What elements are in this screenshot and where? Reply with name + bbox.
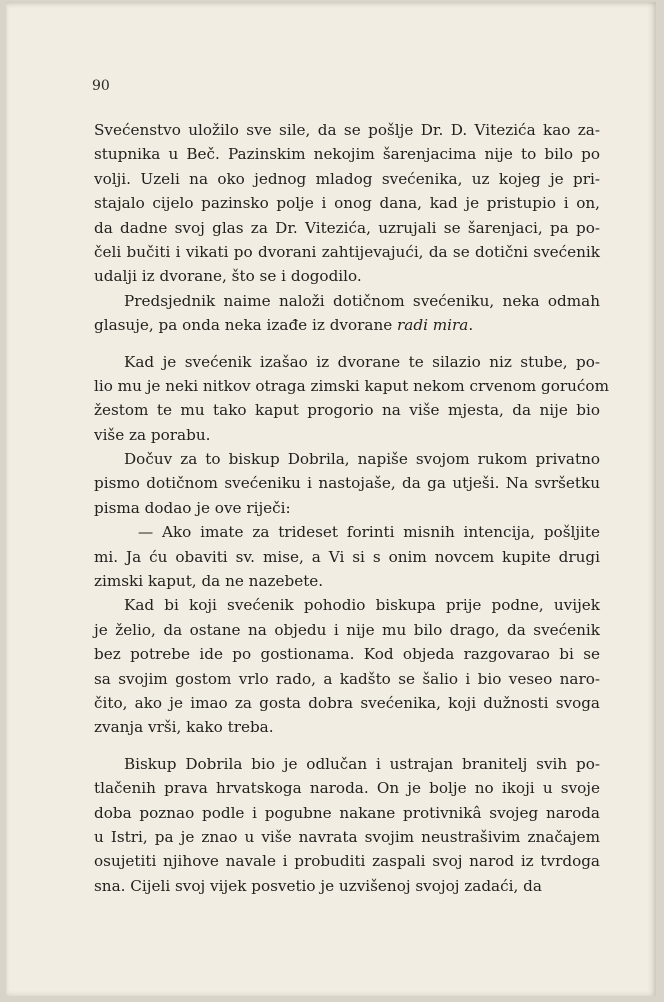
text-line: pisma dodao je ove riječi:: [94, 498, 291, 517]
book-page: [6, 2, 656, 996]
text-line: pismo dotičnom svećeniku i nastojaše, da ga utješi. Na svršetku: [94, 474, 600, 493]
text-line: Kad je svećenik izašao iz dvorane te silazio niz stube, po-: [124, 352, 600, 371]
text-line: volji. Uzeli na oko jednog mladog svećenika, uz kojeg je pri-: [94, 169, 600, 188]
text-line: udalji iz dvorane, što se i dogodilo.: [94, 267, 362, 286]
text-line: zimski kaput, da ne nazebete.: [94, 572, 324, 591]
text-line: sna. Cijeli svoj vijek posvetio je uzvišenoj svojoj zadaći, da: [94, 876, 542, 895]
paragraph-gap: [94, 740, 600, 752]
text-line: čeli bučiti i vikati po dvorani zahtijevajući, da se dotični svećenik: [94, 242, 600, 261]
paragraph: [94, 447, 600, 520]
text-line: Kad bi koji svećenik pohodio biskupa prije podne, uvijek: [124, 596, 600, 615]
text-line: čito, ako je imao za gosta dobra svećenika, koji dužnosti svoga: [94, 693, 600, 712]
paragraph: [94, 289, 600, 338]
text-line: Biskup Dobrila bio je odlučan i ustrajan branitelj svih po-: [124, 754, 600, 773]
text-line: više za porabu.: [94, 425, 211, 444]
paragraph: [94, 752, 600, 898]
text-line: mi. Ja ću obaviti sv. mise, a Vi si s onim novcem kupite drugi: [94, 547, 600, 566]
text-line: je želio, da ostane na objedu i nije mu bilo drago, da svećenik: [94, 620, 600, 639]
text-line: stupnika u Beč. Pazinskim nekojim šarenjacima nije to bilo po: [94, 145, 600, 164]
body-text: [94, 118, 609, 898]
text-line: u Istri, pa je znao u više navrata svojim neustrašivim značajem: [94, 827, 600, 846]
paragraph: [94, 520, 600, 593]
text-line: da dadne svoj glas za Dr. Vitezića, uzrujali se šarenjaci, pa po-: [94, 218, 600, 237]
paragraph: [94, 118, 600, 289]
text-line: — Ako imate za trideset forinti misnih intencija, pošljite: [138, 523, 600, 542]
text-line: sa svojim gostom vrlo rado, a kadšto se šalio i bio veseo naro-: [94, 669, 600, 688]
paragraph: [94, 593, 600, 739]
italic-phrase: radi mira: [397, 316, 469, 335]
text-line: stajalo cijelo pazinsko polje i onog dana, kad je pristupio i on,: [94, 194, 600, 213]
text-line: Svećenstvo uložilo sve sile, da se pošlje Dr. D. Vitezića kao za-: [94, 121, 600, 139]
paragraph: [94, 350, 609, 448]
paragraph-gap: [94, 338, 600, 350]
punctuation: .: [468, 316, 474, 335]
text-line: bez potrebe ide po gostionama. Kod objeda razgovarao bi se: [94, 645, 600, 664]
text-line: Dočuv za to biskup Dobrila, napiše svojom rukom privatno: [124, 450, 600, 469]
text-line: Predsjednik naime naloži dotičnom svećeniku, neka odmah: [124, 291, 600, 310]
text-line: doba poznao podle i pogubne nakane protivnikâ svojeg naroda: [94, 803, 600, 822]
text-line: osujetiti njihove navale i probuditi zaspali svoj narod iz tvrdoga: [94, 852, 600, 871]
text-line: tlačenih prava hrvatskoga naroda. On je bolje no ikoji u svoje: [94, 779, 600, 798]
text-line: žestom te mu tako kaput progorio na više mjesta, da nije bio: [94, 401, 600, 420]
text-line: lio mu je neki nitkov otraga zimski kaput nekom crvenom gorućom: [94, 376, 609, 395]
page-number: 90: [92, 78, 110, 94]
text-line: glasuje, pa onda neka izađe iz dvorane radi mira.: [94, 316, 474, 335]
text-line: zvanja vrši, kako treba.: [94, 718, 274, 737]
